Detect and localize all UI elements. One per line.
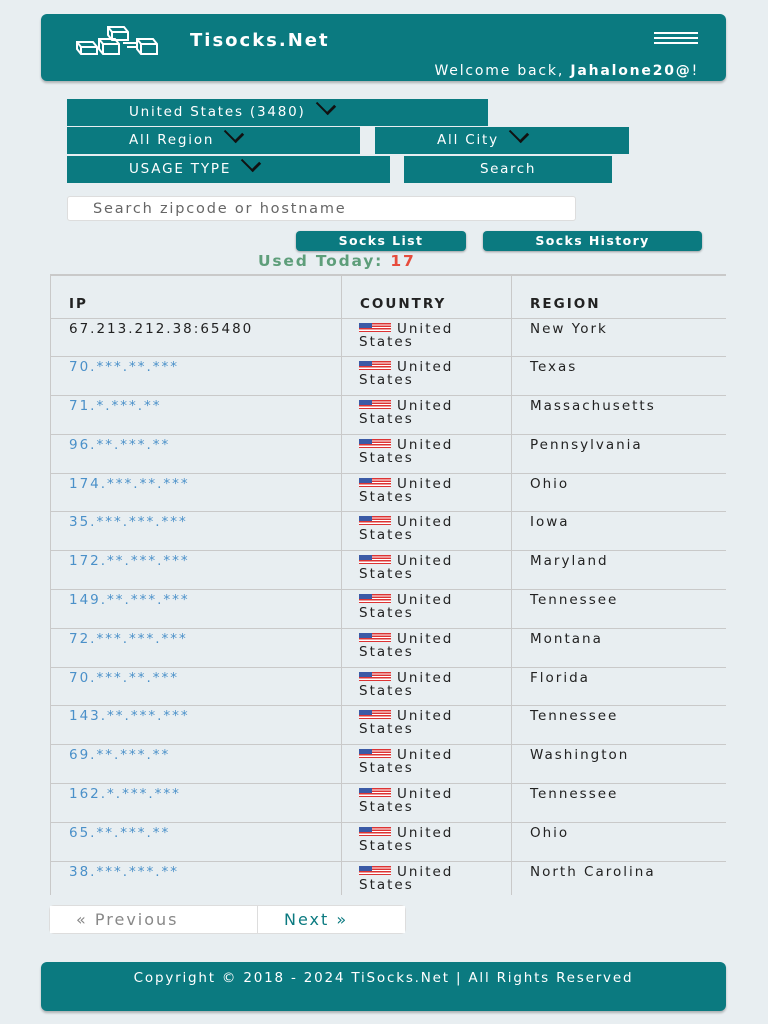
pagination [50,906,405,933]
column-header-ip: IP [51,275,342,318]
ip-address-link[interactable]: 71.*.***.** [69,398,162,415]
table-row [51,357,727,396]
ip-address-link[interactable]: 69.**.***.** [69,747,171,764]
country-name: United States [359,786,454,816]
us-flag-icon [359,361,391,370]
region-cell: Massachusetts [512,396,727,435]
table-row [51,745,727,784]
socks-list-button[interactable]: Socks List [296,231,466,251]
country-name: United States [359,475,454,505]
socks-history-button[interactable]: Socks History [483,231,702,251]
username: Jahalone20@ [570,63,692,79]
country-name: United States [359,863,454,893]
country-cell [342,512,512,551]
chevron-down-icon [315,95,335,115]
ip-address-link[interactable]: 70.***.**.*** [69,359,180,376]
ip-cell[interactable] [51,396,342,435]
ip-cell[interactable] [51,628,342,667]
country-cell [342,822,512,861]
country-cell [342,434,512,473]
ip-cell[interactable] [51,434,342,473]
region-cell: Ohio [512,822,727,861]
country-cell [342,784,512,823]
country-name: United States [359,436,454,466]
ip-address-link[interactable]: 143.**.***.*** [69,708,190,725]
country-select[interactable]: United States (3480) [67,99,488,126]
country-name: United States [359,824,454,854]
app-header [41,14,726,81]
table-row [51,667,727,706]
ip-cell[interactable] [51,590,342,629]
country-cell [342,473,512,512]
us-flag-icon [359,633,391,642]
ip-cell[interactable] [51,861,342,895]
region-select[interactable]: All Region [67,127,360,154]
region-cell: Florida [512,667,727,706]
country-cell [342,861,512,895]
ip-cell[interactable] [51,667,342,706]
ip-address-link[interactable]: 35.***.***.*** [69,514,188,531]
region-cell: Maryland [512,551,727,590]
table-row [51,822,727,861]
country-cell [342,551,512,590]
us-flag-icon [359,672,391,681]
cubes-logo-icon[interactable] [75,25,173,55]
menu-icon[interactable] [654,32,700,48]
socks-table-container[interactable] [50,274,726,895]
ip-cell[interactable] [51,822,342,861]
table-row [51,512,727,551]
country-name: United States [359,553,454,583]
country-name: United States [359,708,454,738]
us-flag-icon [359,594,391,603]
ip-cell[interactable] [51,706,342,745]
table-row [51,318,727,357]
ip-address-link[interactable]: 174.***.**.*** [69,475,190,492]
search-input[interactable] [67,196,576,221]
us-flag-icon [359,516,391,525]
ip-cell[interactable] [51,551,342,590]
ip-address: 67.213.212.38:65480 [69,320,254,337]
country-name: United States [359,514,454,544]
table-row [51,706,727,745]
ip-address-link[interactable]: 70.***.**.*** [69,669,180,686]
copyright-text: Copyright © 2018 - 2024 TiSocks.Net | All Rights Reserved [133,970,634,986]
usage-type-select[interactable]: USAGE TYPE [67,156,390,183]
ip-cell[interactable] [51,473,342,512]
region-cell: Tennessee [512,706,727,745]
ip-cell[interactable] [51,512,342,551]
brand-name[interactable]: Tisocks.Net [190,30,330,51]
ip-address-link[interactable]: 172.**.***.*** [69,553,190,570]
used-today-count: 17 [390,252,416,270]
region-cell: Washington [512,745,727,784]
city-select[interactable]: All City [375,127,629,154]
chevron-down-icon [241,152,261,172]
ip-cell[interactable] [51,784,342,823]
us-flag-icon [359,400,391,409]
ip-address-link[interactable]: 162.*.***.*** [69,786,181,803]
country-name: United States [359,592,454,622]
us-flag-icon [359,710,391,719]
ip-address-link[interactable]: 65.**.***.** [69,824,171,841]
region-cell: Tennessee [512,590,727,629]
us-flag-icon [359,478,391,487]
table-row [51,590,727,629]
country-name: United States [359,630,454,660]
footer [41,962,726,1011]
table-row [51,784,727,823]
ip-cell[interactable] [51,745,342,784]
country-name: United States [359,320,454,350]
region-cell: Montana [512,628,727,667]
ip-cell [51,318,342,357]
previous-page-button[interactable]: « Previous [50,906,258,933]
us-flag-icon [359,866,391,875]
us-flag-icon [359,827,391,836]
ip-address-link[interactable]: 96.**.***.** [69,436,171,453]
ip-address-link[interactable]: 38.***.***.** [69,863,180,880]
search-button[interactable]: Search [404,156,612,183]
region-cell: North Carolina [512,861,727,895]
region-cell: Pennsylvania [512,434,727,473]
country-cell [342,318,512,357]
us-flag-icon [359,439,391,448]
country-cell [342,667,512,706]
welcome-message: Welcome back, Jahalone20@! [434,63,699,79]
table-row [51,396,727,435]
country-cell [342,706,512,745]
column-header-country: COUNTRY [342,275,512,318]
socks-table [50,274,726,895]
country-name: United States [359,669,454,699]
region-cell: Ohio [512,473,727,512]
region-cell: Tennessee [512,784,727,823]
country-name: United States [359,747,454,777]
country-cell [342,396,512,435]
country-cell [342,590,512,629]
us-flag-icon [359,749,391,758]
region-cell: Iowa [512,512,727,551]
next-page-button[interactable]: Next » [258,906,405,933]
country-cell [342,357,512,396]
used-today: Used Today: 17 [258,252,416,270]
table-row [51,473,727,512]
table-header-row [51,275,727,318]
chevron-down-icon [509,123,529,143]
country-cell [342,628,512,667]
country-name: United States [359,359,454,389]
ip-address-link[interactable]: 72.***.***.*** [69,630,188,647]
region-cell: New York [512,318,727,357]
us-flag-icon [359,555,391,564]
us-flag-icon [359,323,391,332]
table-row [51,551,727,590]
column-header-region: REGION [512,275,727,318]
country-name: United States [359,398,454,428]
us-flag-icon [359,788,391,797]
region-cell: Texas [512,357,727,396]
table-row [51,628,727,667]
ip-address-link[interactable]: 149.**.***.*** [69,592,190,609]
table-row [51,434,727,473]
ip-cell[interactable] [51,357,342,396]
country-cell [342,745,512,784]
table-row [51,861,727,895]
